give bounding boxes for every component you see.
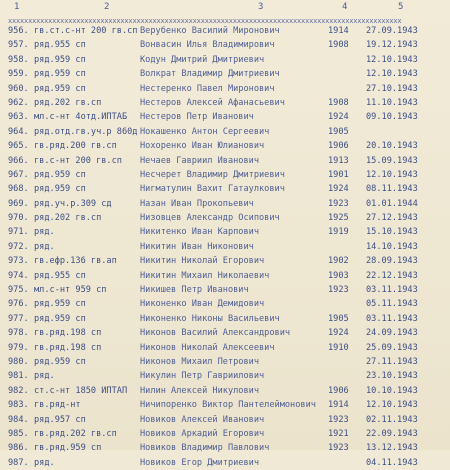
- record-row: [0, 82, 450, 96]
- record-full-name: Нигматулин Вахит Гатаулкович: [140, 184, 285, 195]
- record-date: 22.12.1943: [366, 270, 418, 281]
- record-full-name: Ничипоренко Виктор Пантелеймонович: [140, 400, 316, 411]
- record-birth-year: 1924: [328, 184, 349, 195]
- column-3-label: 3: [258, 2, 264, 12]
- record-number: 958.: [8, 54, 29, 65]
- record-number: 968.: [8, 184, 29, 195]
- record-row: [0, 441, 450, 455]
- record-rank-unit: гв.ряд.198 сп: [34, 342, 102, 353]
- record-full-name: Новиков Алексей Иванович: [140, 414, 265, 425]
- record-full-name: Никонов Николай Алексеевич: [140, 342, 275, 353]
- record-row: [0, 53, 450, 67]
- record-number: 964.: [8, 126, 29, 137]
- record-rank-unit: ряд.955 сп: [34, 270, 86, 281]
- record-row: [0, 283, 450, 297]
- record-date: 25.09.1943: [366, 342, 418, 353]
- record-date: 09.10.1943: [366, 112, 418, 123]
- record-full-name: Нестеренко Павел Миронович: [140, 83, 275, 94]
- record-number: 977.: [8, 313, 29, 324]
- record-rank-unit: ряд.: [34, 371, 55, 382]
- record-birth-year: 1923: [328, 414, 349, 425]
- record-rank-unit: мл.с-нт 4отд.ИПТАБ: [34, 112, 128, 123]
- record-date: 27.12.1943: [366, 213, 418, 224]
- record-row: [0, 341, 450, 355]
- record-rank-unit: гв.ст.с-нт 200 гв.сп: [34, 26, 138, 36]
- record-rank-unit: ряд.959 сп: [34, 69, 86, 80]
- record-rank-unit: ряд.959 сп: [34, 54, 86, 65]
- record-number: 966.: [8, 155, 29, 166]
- record-birth-year: 1919: [328, 227, 349, 238]
- record-row: [0, 110, 450, 124]
- record-date: 15.09.1943: [366, 155, 418, 166]
- record-birth-year: 1905: [328, 126, 349, 137]
- record-date: 20.10.1943: [366, 141, 418, 152]
- record-birth-year: 1908: [328, 97, 349, 108]
- record-rank-unit: гв.ряд-нт: [34, 400, 81, 411]
- record-date: 03.11.1943: [366, 285, 418, 296]
- record-date: 15.10.1943: [366, 227, 418, 238]
- column-5-label: 5: [398, 2, 404, 12]
- record-birth-year: 1913: [328, 155, 349, 166]
- record-rank-unit: гв.с-нт 200 гв.сп: [34, 155, 122, 166]
- record-number: 965.: [8, 141, 29, 152]
- record-rank-unit: ряд.: [34, 241, 55, 252]
- record-row: [0, 38, 450, 52]
- record-row: [0, 297, 450, 311]
- record-number: 967.: [8, 169, 29, 180]
- record-number: 987.: [8, 457, 29, 468]
- record-row: [0, 326, 450, 340]
- record-date: 27.10.1943: [366, 83, 418, 94]
- record-date: 11.10.1943: [366, 97, 418, 108]
- record-date: 10.10.1943: [366, 385, 418, 396]
- record-number: 963.: [8, 112, 29, 123]
- record-row: [0, 168, 450, 182]
- record-birth-year: 1910: [328, 342, 349, 353]
- record-number: 979.: [8, 342, 29, 353]
- record-birth-year: 1901: [328, 169, 349, 180]
- record-row: [0, 369, 450, 383]
- record-full-name: Никитин Михаил Николаевич: [140, 270, 270, 281]
- record-row: [0, 96, 450, 110]
- record-full-name: Низовцев Александр Осипович: [140, 213, 280, 224]
- record-number: 975.: [8, 285, 29, 296]
- record-full-name: Нестеров Алексей Афанасьевич: [140, 97, 285, 108]
- record-rank-unit: ряд.959 сп: [34, 299, 86, 310]
- record-birth-year: 1908: [328, 40, 349, 51]
- record-number: 978.: [8, 328, 29, 339]
- record-birth-year: 1924: [328, 112, 349, 123]
- record-date: 22.09.1943: [366, 428, 418, 439]
- record-birth-year: 1906: [328, 385, 349, 396]
- record-date: 27.11.1943: [366, 356, 418, 367]
- record-row: [0, 197, 450, 211]
- record-row: [0, 225, 450, 239]
- record-rank-unit: ряд.955 сп: [34, 40, 86, 51]
- record-full-name: Никулин Петр Гавриилович: [140, 371, 265, 382]
- record-row: [0, 312, 450, 326]
- record-full-name: Никонов Василий Александрович: [140, 328, 291, 339]
- record-row: [0, 125, 450, 139]
- record-rank-unit: ряд.отд.гв.уч.р 860д: [34, 126, 138, 137]
- record-number: 972.: [8, 241, 29, 252]
- record-number: 982.: [8, 385, 29, 396]
- record-row: [0, 384, 450, 398]
- header-rule: xxxxxxxxxxxxxxxxxxxxxxxxxxxxxxxxxxxxxxxxxxxxxxxxxxxxxxxxxxxxxxxxxxxxxxxxxxxxxxxxxxxxxxxxxxxxxxxxxx: [8, 17, 402, 25]
- column-2-label: 2: [104, 2, 110, 12]
- record-number: 962.: [8, 97, 29, 108]
- record-number: 959.: [8, 69, 29, 80]
- record-row: [0, 456, 450, 470]
- record-rank-unit: ряд.202 гв.сп: [34, 213, 102, 224]
- record-date: 12.10.1943: [366, 69, 418, 80]
- record-birth-year: 1924: [328, 328, 349, 339]
- record-full-name: Несчерет Владимир Дмитриевич: [140, 169, 285, 180]
- record-rank-unit: ряд.959 сп: [34, 169, 86, 180]
- record-full-name: Назан Иван Прокопьевич: [140, 198, 254, 209]
- record-row: [0, 67, 450, 81]
- record-rank-unit: ряд.959 сп: [34, 184, 86, 195]
- record-full-name: Никоненко Никоны Васильевич: [140, 313, 280, 324]
- record-birth-year: 1923: [328, 443, 349, 454]
- record-rank-unit: ряд.959 сп: [34, 313, 86, 324]
- record-full-name: Новиков Аркадий Егорович: [140, 428, 265, 439]
- record-row: [0, 269, 450, 283]
- record-number: 974.: [8, 270, 29, 281]
- record-date: 12.10.1943: [366, 400, 418, 411]
- record-rank-unit: гв.ефр.136 гв.ап: [34, 256, 117, 267]
- record-date: 13.12.1943: [366, 443, 418, 454]
- record-row: [0, 427, 450, 441]
- record-date: 23.10.1943: [366, 371, 418, 382]
- record-birth-year: 1903: [328, 270, 349, 281]
- record-rank-unit: ряд.959 сп: [34, 356, 86, 367]
- record-birth-year: 1923: [328, 198, 349, 209]
- record-full-name: Никишев Петр Иванович: [140, 285, 249, 296]
- record-full-name: Никитенко Иван Карпович: [140, 227, 259, 238]
- record-number: 985.: [8, 428, 29, 439]
- record-row: [0, 254, 450, 268]
- record-date: 03.11.1943: [366, 313, 418, 324]
- record-date: 08.11.1943: [366, 184, 418, 195]
- record-number: 976.: [8, 299, 29, 310]
- record-full-name: Никонов Михаил Петрович: [140, 356, 259, 367]
- record-full-name: Нилин Алексей Никулович: [140, 385, 259, 396]
- record-full-name: Нечаев Гавриил Иванович: [140, 155, 259, 166]
- record-full-name: Новиков Владимир Павлович: [140, 443, 270, 454]
- record-rank-unit: ряд.202 гв.сп: [34, 97, 102, 108]
- record-row: [0, 413, 450, 427]
- record-number: 980.: [8, 356, 29, 367]
- record-row: [0, 24, 450, 38]
- record-number: 984.: [8, 414, 29, 425]
- record-rank-unit: гв.ряд.200 гв.сп: [34, 141, 117, 152]
- record-full-name: Верубенко Василий Миронович: [140, 26, 280, 36]
- record-row: [0, 355, 450, 369]
- record-row: [0, 240, 450, 254]
- record-date: 12.10.1943: [366, 169, 418, 180]
- record-date: 19.12.1943: [366, 40, 418, 51]
- record-row: [0, 182, 450, 196]
- record-rank-unit: гв.ряд.959 сп: [34, 443, 102, 454]
- record-date: 12.10.1943: [366, 54, 418, 65]
- record-rank-unit: мл.с-нт 959 сп: [34, 285, 107, 296]
- record-full-name: Кодун Дмитрий Дмитриевич: [140, 54, 265, 65]
- record-birth-year: 1905: [328, 313, 349, 324]
- record-full-name: Нокашенко Антон Сергеевич: [140, 126, 270, 137]
- record-row: [0, 154, 450, 168]
- record-rank-unit: ряд.: [34, 227, 55, 238]
- record-rank-unit: ряд.уч.р.309 сд: [34, 198, 112, 209]
- record-rank-unit: ряд.959 сп: [34, 83, 86, 94]
- record-birth-year: 1925: [328, 213, 349, 224]
- record-full-name: Нестеров Петр Иванович: [140, 112, 254, 123]
- record-full-name: Никоненко Иван Демидович: [140, 299, 265, 310]
- record-date: 01.01.1944: [366, 198, 418, 209]
- record-full-name: Никитин Николай Егорович: [140, 256, 265, 267]
- record-rank-unit: гв.ряд.198 сп: [34, 328, 102, 339]
- column-1-label: 1: [14, 2, 20, 12]
- record-number: 957.: [8, 40, 29, 51]
- record-date: 24.09.1943: [366, 328, 418, 339]
- record-number: 986.: [8, 443, 29, 454]
- record-number: 960.: [8, 83, 29, 94]
- column-4-label: 4: [342, 2, 348, 12]
- record-date: 28.09.1943: [366, 256, 418, 267]
- record-date: 27.09.1943: [366, 26, 418, 36]
- record-full-name: Нохоренко Иван Юлианович: [140, 141, 265, 152]
- record-date: 14.10.1943: [366, 241, 418, 252]
- record-birth-year: 1914: [328, 400, 349, 411]
- record-number: 983.: [8, 400, 29, 411]
- record-full-name: Вонвасин Илья Владимирович: [140, 40, 275, 51]
- record-birth-year: 1902: [328, 256, 349, 267]
- record-number: 973.: [8, 256, 29, 267]
- record-date: 02.11.1943: [366, 414, 418, 425]
- record-number: 956.: [8, 26, 29, 36]
- record-number: 969.: [8, 198, 29, 209]
- record-rank-unit: ст.с-нт 1850 ИПТАП: [34, 385, 128, 396]
- record-row: [0, 139, 450, 153]
- record-rank-unit: ряд.957 сп: [34, 414, 86, 425]
- record-list: [0, 24, 450, 470]
- record-row: [0, 211, 450, 225]
- record-row: [0, 398, 450, 412]
- column-number-header: [0, 2, 450, 16]
- record-date: 04.11.1943: [366, 457, 418, 468]
- record-full-name: Никитин Иван Никонович: [140, 241, 254, 252]
- record-birth-year: 1923: [328, 285, 349, 296]
- record-rank-unit: гв.ряд.202 гв.сп: [34, 428, 117, 439]
- record-rank-unit: ряд.: [34, 457, 55, 468]
- record-number: 971.: [8, 227, 29, 238]
- record-full-name: Новиков Егор Дмитриевич: [140, 457, 259, 468]
- record-full-name: Волкрат Владимир Дмитриевич: [140, 69, 280, 80]
- record-date: 05.11.1943: [366, 299, 418, 310]
- record-birth-year: 1921: [328, 428, 349, 439]
- record-number: 970.: [8, 213, 29, 224]
- record-number: 981.: [8, 371, 29, 382]
- record-birth-year: 1906: [328, 141, 349, 152]
- record-birth-year: 1914: [328, 26, 349, 36]
